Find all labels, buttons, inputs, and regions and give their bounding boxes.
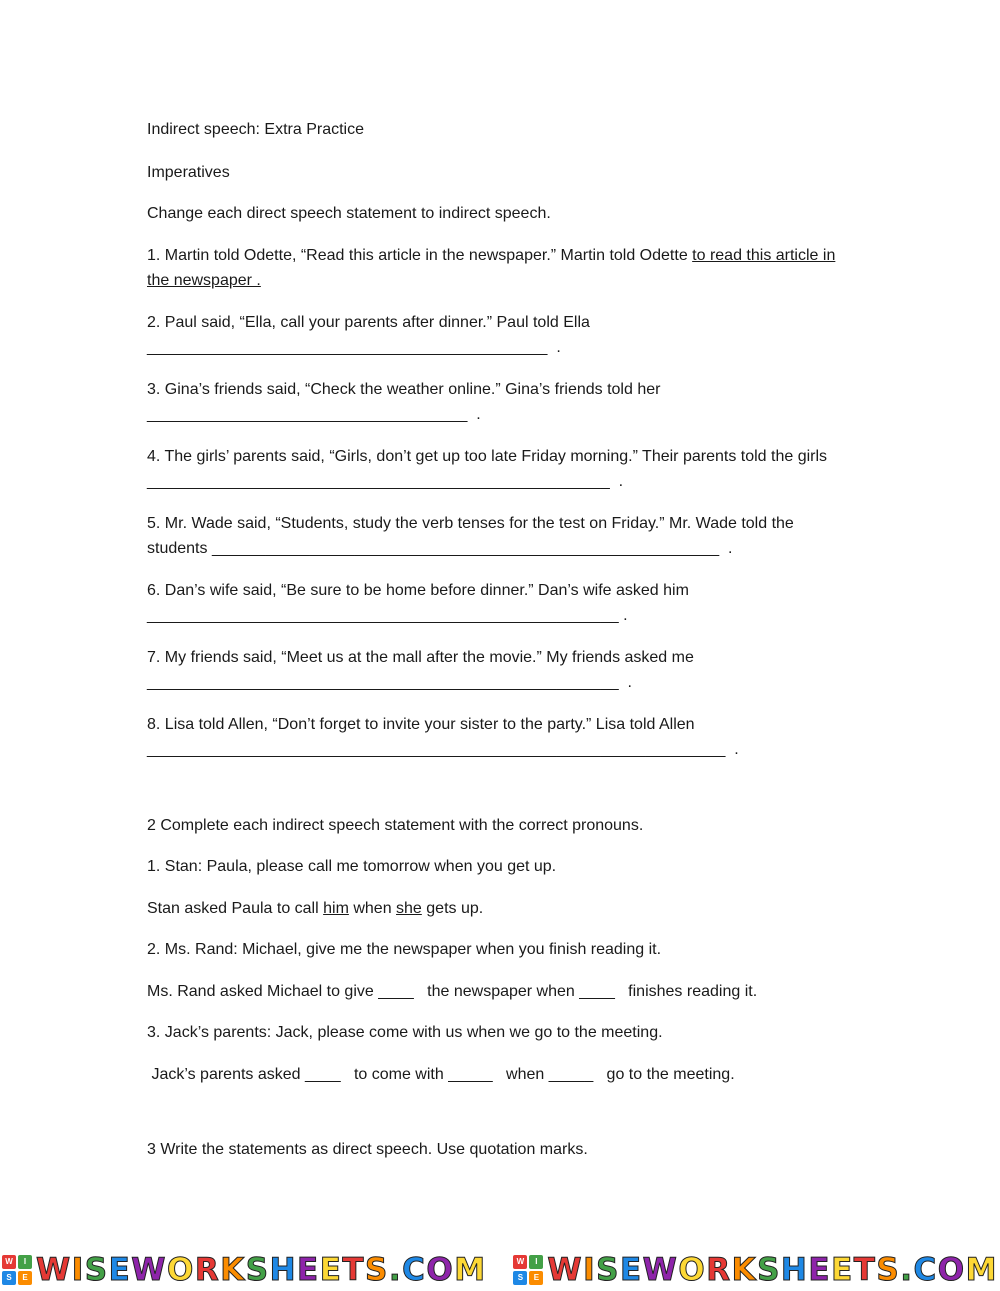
brand-logo [513,1252,998,1288]
brand-name: WISEWORKSHEETS.COM [547,1252,998,1288]
worksheet-title: Indirect speech: Extra Practice [147,121,364,138]
answer-pronoun: him [323,899,349,917]
answer-text: gets up. [421,899,484,917]
part2-answer-1 [147,896,847,922]
logo-squares-icon [2,1255,32,1285]
logo-letter: E [529,1271,543,1285]
part2-answer-3[interactable]: Jack’s parents asked ____ to come with _____ when _____ go to the meeting. [147,1065,735,1083]
part2-instruction: 2 Complete each indirect speech statement with the correct pronouns. [147,816,644,834]
answer-blank[interactable]: _____________________________________________________ [147,674,619,691]
item-end: . [547,339,561,356]
item-end: . [719,540,733,557]
exercise-item-1 [147,243,847,294]
exercise-item-6 [147,578,847,629]
part2-question-2: 2. Ms. Rand: Michael, give me the newspaper when you finish reading it. [147,941,662,958]
item-text: 4. The girls’ parents said, “Girls, don’t get up too late Friday morning.” Their parents told the girls [147,447,828,465]
logo-letter: I [529,1255,543,1269]
exercise-item-2 [147,310,847,361]
item-end: . [725,741,739,758]
logo-letter: W [513,1255,527,1269]
answer-blank[interactable]: _________________________________________________________ [211,540,720,557]
item-text: 1. Martin told Odette, “Read this article in the newspaper.” Martin told Odette [147,246,693,264]
footer-banner [0,1252,1000,1288]
exercise-item-3 [147,377,847,428]
item-text: 3. Gina’s friends said, “Check the weather online.” Gina’s friends told her [147,380,661,398]
part1-instruction: Change each direct speech statement to indirect speech. [147,205,551,222]
logo-letter: E [18,1271,32,1285]
item-text: 2. Paul said, “Ella, call your parents after dinner.” Paul told Ella [147,313,590,331]
logo-letter: S [513,1271,527,1285]
answer-blank[interactable]: _____________________________________________________ [147,607,619,624]
part2-question-3: 3. Jack’s parents: Jack, please come with us when we go to the meeting. [147,1024,663,1041]
answer-pronoun: she [396,899,422,917]
item-end: . [618,607,628,624]
answer-text: Stan asked Paula to call [147,899,324,917]
logo-letter: S [2,1271,16,1285]
item-text: 8. Lisa told Allen, “Don’t forget to invite your sister to the party.” Lisa told Allen [147,715,695,733]
answer-blank[interactable]: ____________________________________ [147,406,468,423]
exercise-item-8 [147,712,847,763]
logo-squares-icon [513,1255,543,1285]
item-end: . [618,674,632,691]
part2-question-1: 1. Stan: Paula, please call me tomorrow when you get up. [147,858,557,875]
brand-name: WISEWORKSHEETS.COM [36,1252,487,1288]
logo-letter: I [18,1255,32,1269]
exercise-item-5 [147,511,847,562]
item-answer: to read this article in the newspaper . [147,246,836,289]
item-end: . [609,473,624,490]
part3-instruction: 3 Write the statements as direct speech. Use quotation marks. [147,1141,588,1158]
item-text: 6. Dan’s wife said, “Be sure to be home before dinner.” Dan’s wife asked him [147,581,689,599]
logo-letter: W [2,1255,16,1269]
item-end: . [467,406,481,423]
answer-blank[interactable]: ____________________________________________________ [147,473,610,490]
part2-answer-2[interactable]: Ms. Rand asked Michael to give ____ the newspaper when ____ finishes reading it. [147,982,758,1000]
item-text: 7. My friends said, “Meet us at the mall after the movie.” My friends asked me [147,648,694,666]
exercise-item-7 [147,645,847,696]
exercise-item-4 [147,444,847,495]
answer-blank[interactable]: _____________________________________________ [147,339,548,356]
brand-logo [2,1252,487,1288]
section-subtitle: Imperatives [147,163,230,181]
answer-text: when [348,899,397,917]
item-text: 5. Mr. Wade said, “Students, study the verb tenses for the test on Friday.” Mr. Wade told the students [147,514,794,557]
worksheet [147,117,847,1179]
answer-blank[interactable]: _________________________________________________________________ [147,741,726,758]
